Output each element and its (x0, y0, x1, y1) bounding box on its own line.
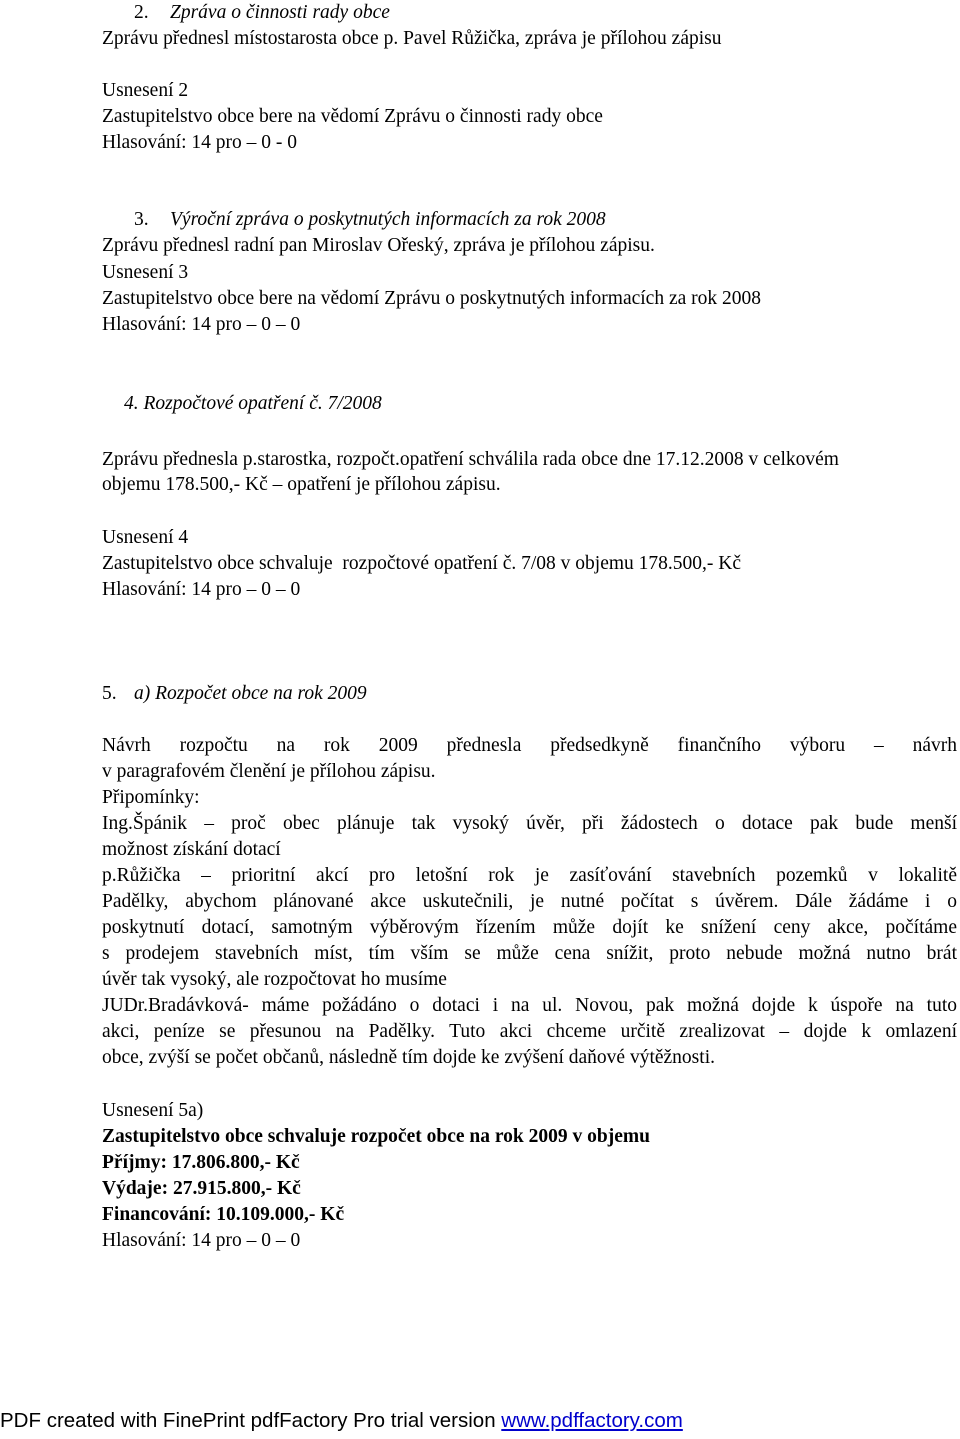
resolution-4-text: Zastupitelstvo obce schvaluje rozpočtové opatření č. 7/08 v objemu 178.500,- Kč (102, 553, 741, 574)
resolution-3-label: Usnesení 3 (102, 262, 189, 283)
section-5-line: poskytnutí dotací, samotným výběrovým řízením může dojít ke snížení ceny akce, počítáme (102, 917, 957, 938)
section-5-number: 5. (102, 683, 117, 704)
section-5-line: Padělky, abychom plánované akce uskutečnili, je nutné počítat s úvěrem. Dále žádáme i o (102, 891, 957, 912)
footer-text: PDF created with FinePrint pdfFactory Pro trial version (0, 1409, 502, 1432)
income-line: Příjmy: 17.806.800,- Kč (102, 1152, 300, 1173)
resolution-2-label: Usnesení 2 (102, 80, 189, 101)
resolution-3-text: Zastupitelstvo obce bere na vědomí Zprávu o poskytnutých informacích za rok 2008 (102, 288, 762, 309)
section-3-text: Zprávu přednesl radní pan Miroslav Ořeský, zpráva je přílohou zápisu. (102, 235, 655, 256)
section-2-heading: Zpráva o činnosti rady obce (170, 2, 390, 23)
section-2-number: 2. (134, 2, 149, 23)
pdf-footer (0, 1407, 683, 1435)
section-5-line: Připomínky: (102, 787, 200, 808)
resolution-5a-label: Usnesení 5a) (102, 1100, 204, 1121)
resolution-5a-vote: Hlasování: 14 pro – 0 – 0 (102, 1230, 301, 1251)
resolution-2-text: Zastupitelstvo obce bere na vědomí Zprávu o činnosti rady obce (102, 106, 603, 127)
section-2-text: Zprávu přednesl místostarosta obce p. Pavel Růžička, zpráva je přílohou zápisu (102, 28, 722, 49)
section-4-text-line2: objemu 178.500,- Kč – opatření je přílohou zápisu. (102, 474, 501, 495)
financing-line: Financování: 10.109.000,- Kč (102, 1204, 345, 1225)
section-3-number: 3. (134, 209, 149, 230)
resolution-4-label: Usnesení 4 (102, 527, 189, 548)
section-5-line: Ing.Špánik – proč obec plánuje tak vysoký úvěr, při žádostech o dotace pak bude menší (102, 813, 957, 834)
section-5-line: úvěr tak vysoký, ale rozpočtovat ho musíme (102, 969, 447, 990)
section-3-heading: Výroční zpráva o poskytnutých informacích za rok 2008 (170, 209, 606, 230)
resolution-4-vote: Hlasování: 14 pro – 0 – 0 (102, 579, 301, 600)
section-5-line: možnost získání dotací (102, 839, 281, 860)
section-5-line: JUDr.Bradávková- máme požádáno o dotaci i na ul. Novou, pak možná dojde k úspoře na tuto (102, 995, 957, 1016)
section-5-line: p.Růžička – prioritní akcí pro letošní rok je zasíťování stavebních pozemků v lokalitě (102, 865, 957, 886)
section-5-line: obce, zvýší se počet občanů, následně tím dojde ke zvýšení daňové výtěžnosti. (102, 1047, 715, 1068)
expenses-line: Výdaje: 27.915.800,- Kč (102, 1178, 301, 1199)
section-5-line: Návrh rozpočtu na rok 2009 přednesla předsedkyně finančního výboru – návrh (102, 735, 957, 756)
section-5-line: akci, peníze se přesunou na Padělky. Tuto akci chceme určitě zrealizovat – dojde k omlazení (102, 1021, 957, 1042)
section-5-line: s prodejem stavebních míst, tím vším se může cena snížit, proto nebude možná nutno brát (102, 943, 957, 964)
section-5-line: v paragrafovém členění je přílohou zápisu. (102, 761, 436, 782)
resolution-3-vote: Hlasování: 14 pro – 0 – 0 (102, 314, 301, 335)
section-4-text-line1: Zprávu přednesla p.starostka, rozpočt.opatření schválila rada obce dne 17.12.2008 v celkovém (102, 449, 839, 470)
resolution-2-vote: Hlasování: 14 pro – 0 - 0 (102, 132, 297, 153)
section-5-heading: a) Rozpočet obce na rok 2009 (134, 683, 367, 704)
footer-link[interactable]: www.pdffactory.com (501, 1409, 683, 1432)
section-4-heading: 4. Rozpočtové opatření č. 7/2008 (124, 393, 382, 414)
resolution-5a-text: Zastupitelstvo obce schvaluje rozpočet obce na rok 2009 v objemu (102, 1126, 650, 1147)
